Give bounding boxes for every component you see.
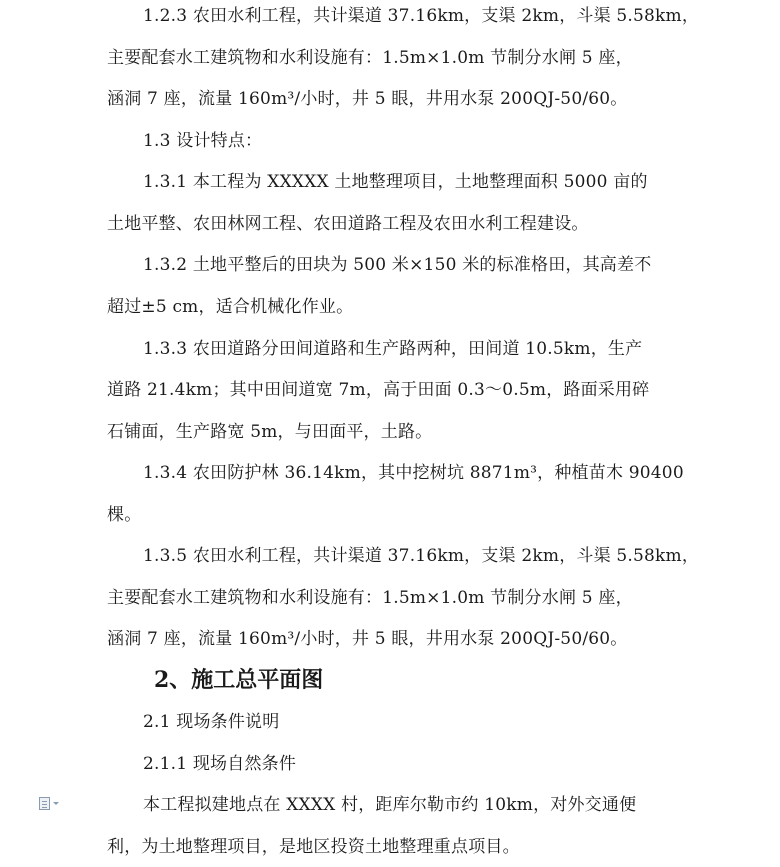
paragraph-line: 涵洞 7 座，流量 160m³/小时，井 5 眼，井用水泵 200QJ-50/60。 xyxy=(107,89,628,109)
paragraph-line: 1.3.2 土地平整后的田块为 500 米×150 米的标准格田，其高差不 xyxy=(143,255,652,275)
subsection-title: 2.1.1 现场自然条件 xyxy=(143,754,297,774)
paragraph-line: 1.3.4 农田防护林 36.14km，其中挖树坑 8871m³，种植苗木 90400 xyxy=(143,463,684,483)
paragraph-line: 主要配套水工建筑物和水利设施有：1.5m×1.0m 节制分水闸 5 座， xyxy=(107,588,633,608)
paragraph-line: 石铺面，生产路宽 5m，与田面平，土路。 xyxy=(107,422,433,442)
paragraph-line: 土地平整、农田林网工程、农田道路工程及农田水利工程建设。 xyxy=(107,214,589,234)
paragraph-line: 本工程拟建地点在 XXXX 村，距库尔勒市约 10km，对外交通便 xyxy=(143,795,637,815)
chevron-down-icon xyxy=(53,802,59,805)
subsection-title: 2.1 现场条件说明 xyxy=(143,712,280,732)
paragraph-line: 1.3.1 本工程为 XXXXX 土地整理项目，土地整理面积 5000 亩的 xyxy=(143,172,648,192)
document-icon xyxy=(39,797,50,810)
paragraph-menu[interactable] xyxy=(39,795,69,811)
section-title: 1.3 设计特点： xyxy=(143,131,263,151)
chapter-heading: 2、施工总平面图 xyxy=(154,667,324,693)
paragraph-line: 超过±5 cm，适合机械化作业。 xyxy=(107,297,354,317)
paragraph-line: 利，为土地整理项目，是地区投资土地整理重点项目。 xyxy=(107,837,520,857)
paragraph-line: 道路 21.4km；其中田间道宽 7m，高于田面 0.3～0.5m，路面采用碎 xyxy=(107,380,650,400)
paragraph-line: 1.3.5 农田水利工程，共计渠道 37.16km，支渠 2km，斗渠 5.58km， xyxy=(143,546,700,566)
paragraph-line: 棵。 xyxy=(107,505,142,525)
paragraph-line: 涵洞 7 座，流量 160m³/小时，井 5 眼，井用水泵 200QJ-50/60。 xyxy=(107,629,628,649)
paragraph-line: 1.3.3 农田道路分田间道路和生产路两种，田间道 10.5km，生产 xyxy=(143,339,643,359)
paragraph-line: 1.2.3 农田水利工程，共计渠道 37.16km，支渠 2km，斗渠 5.58km， xyxy=(143,6,700,26)
paragraph-line: 主要配套水工建筑物和水利设施有：1.5m×1.0m 节制分水闸 5 座， xyxy=(107,48,633,68)
